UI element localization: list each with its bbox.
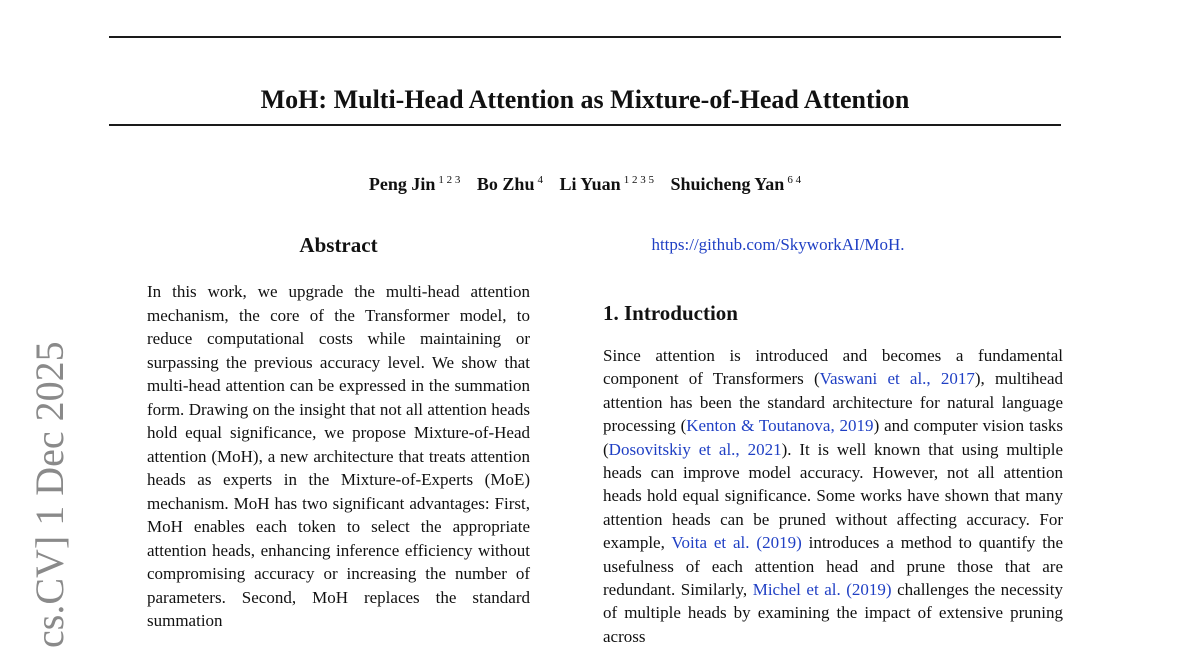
citation-link[interactable]: Kenton & Toutanova, 2019 [686,416,874,436]
intro-text-segment: challenges the necessity of multiple heads by examining the impact of extensive pruning across [603,580,1063,646]
intro-text-segment: ). It is well known that using multiple heads can improve model accuracy. However, not all attention heads hold equal significance. Some works have shown that many attention heads can be pruned without affecting accuracy. For example, [603,439,1064,553]
title-bottom-rule [109,124,1061,126]
introduction-heading: 1. Introduction [603,301,738,325]
intro-text-segment: Since attention is introduced and becomes a fundamental component of Transformers ( [603,346,1063,389]
right-column [603,233,1063,648]
citation-link[interactable]: Voita et al. (2019) [671,533,802,553]
author-affiliation: 1 2 3 5 [623,174,654,186]
intro-text-segment: ) and computer vision tasks ( [603,416,1063,459]
author [559,168,653,196]
author-name: Peng Jin [368,174,436,194]
author-affiliation: 4 [537,174,543,186]
author-affiliation: 6 4 [787,174,802,186]
author [670,168,801,196]
title-top-rule [109,36,1061,38]
author-affiliation: 1 2 3 [438,174,461,186]
abstract-column [147,230,530,633]
paper-title: MoH: Multi-Head Attention as Mixture-of-Head Attention [260,85,910,115]
author [369,168,461,196]
intro-text-segment: introduces a method to quantify the usefulness of each attention head and prune those that are redundant. Similarly, [603,533,1063,600]
intro-text-segment: ), multihead attention has been the standard architecture for natural language processing ( [603,369,1063,436]
code-repository-link[interactable]: https://github.com/SkyworkAI/MoH. [651,235,905,254]
author-name: Bo Zhu [476,174,535,194]
citation-link[interactable]: Vaswani et al., 2017 [819,369,975,389]
citation-link[interactable]: Michel et al. (2019) [752,580,892,600]
abstract-heading: Abstract [299,233,378,257]
author-list [109,168,1061,196]
author-name: Shuicheng Yan [670,174,785,194]
abstract-text: In this work, we upgrade the multi-head attention mechanism, the core of the Transformer model, to reduce computational costs while maintaining or surpassing the previous accuracy level. We show that multi-head attention can be expressed in the summation form. Drawing on the insight that not all attention heads hold equal significance, we propose Mixture-of-Head attention (MoH), a new architecture that treats attention heads as experts in the Mixture-of-Experts (MoE) mechanism. MoH has two significant advantages: First, MoH enables each token to select the appropriate attention heads, enhancing inference efficiency without compromising accuracy or increasing the number of parameters. Second, MoH replaces the standard summation [147,282,530,630]
author [477,168,543,196]
author-name: Li Yuan [559,174,621,194]
introduction-text [603,344,1063,648]
citation-link[interactable]: Dosovitskiy et al., 2021 [608,439,782,459]
arxiv-identifier-stamp: cs.CV] 1 Dec 2025 [27,341,72,648]
